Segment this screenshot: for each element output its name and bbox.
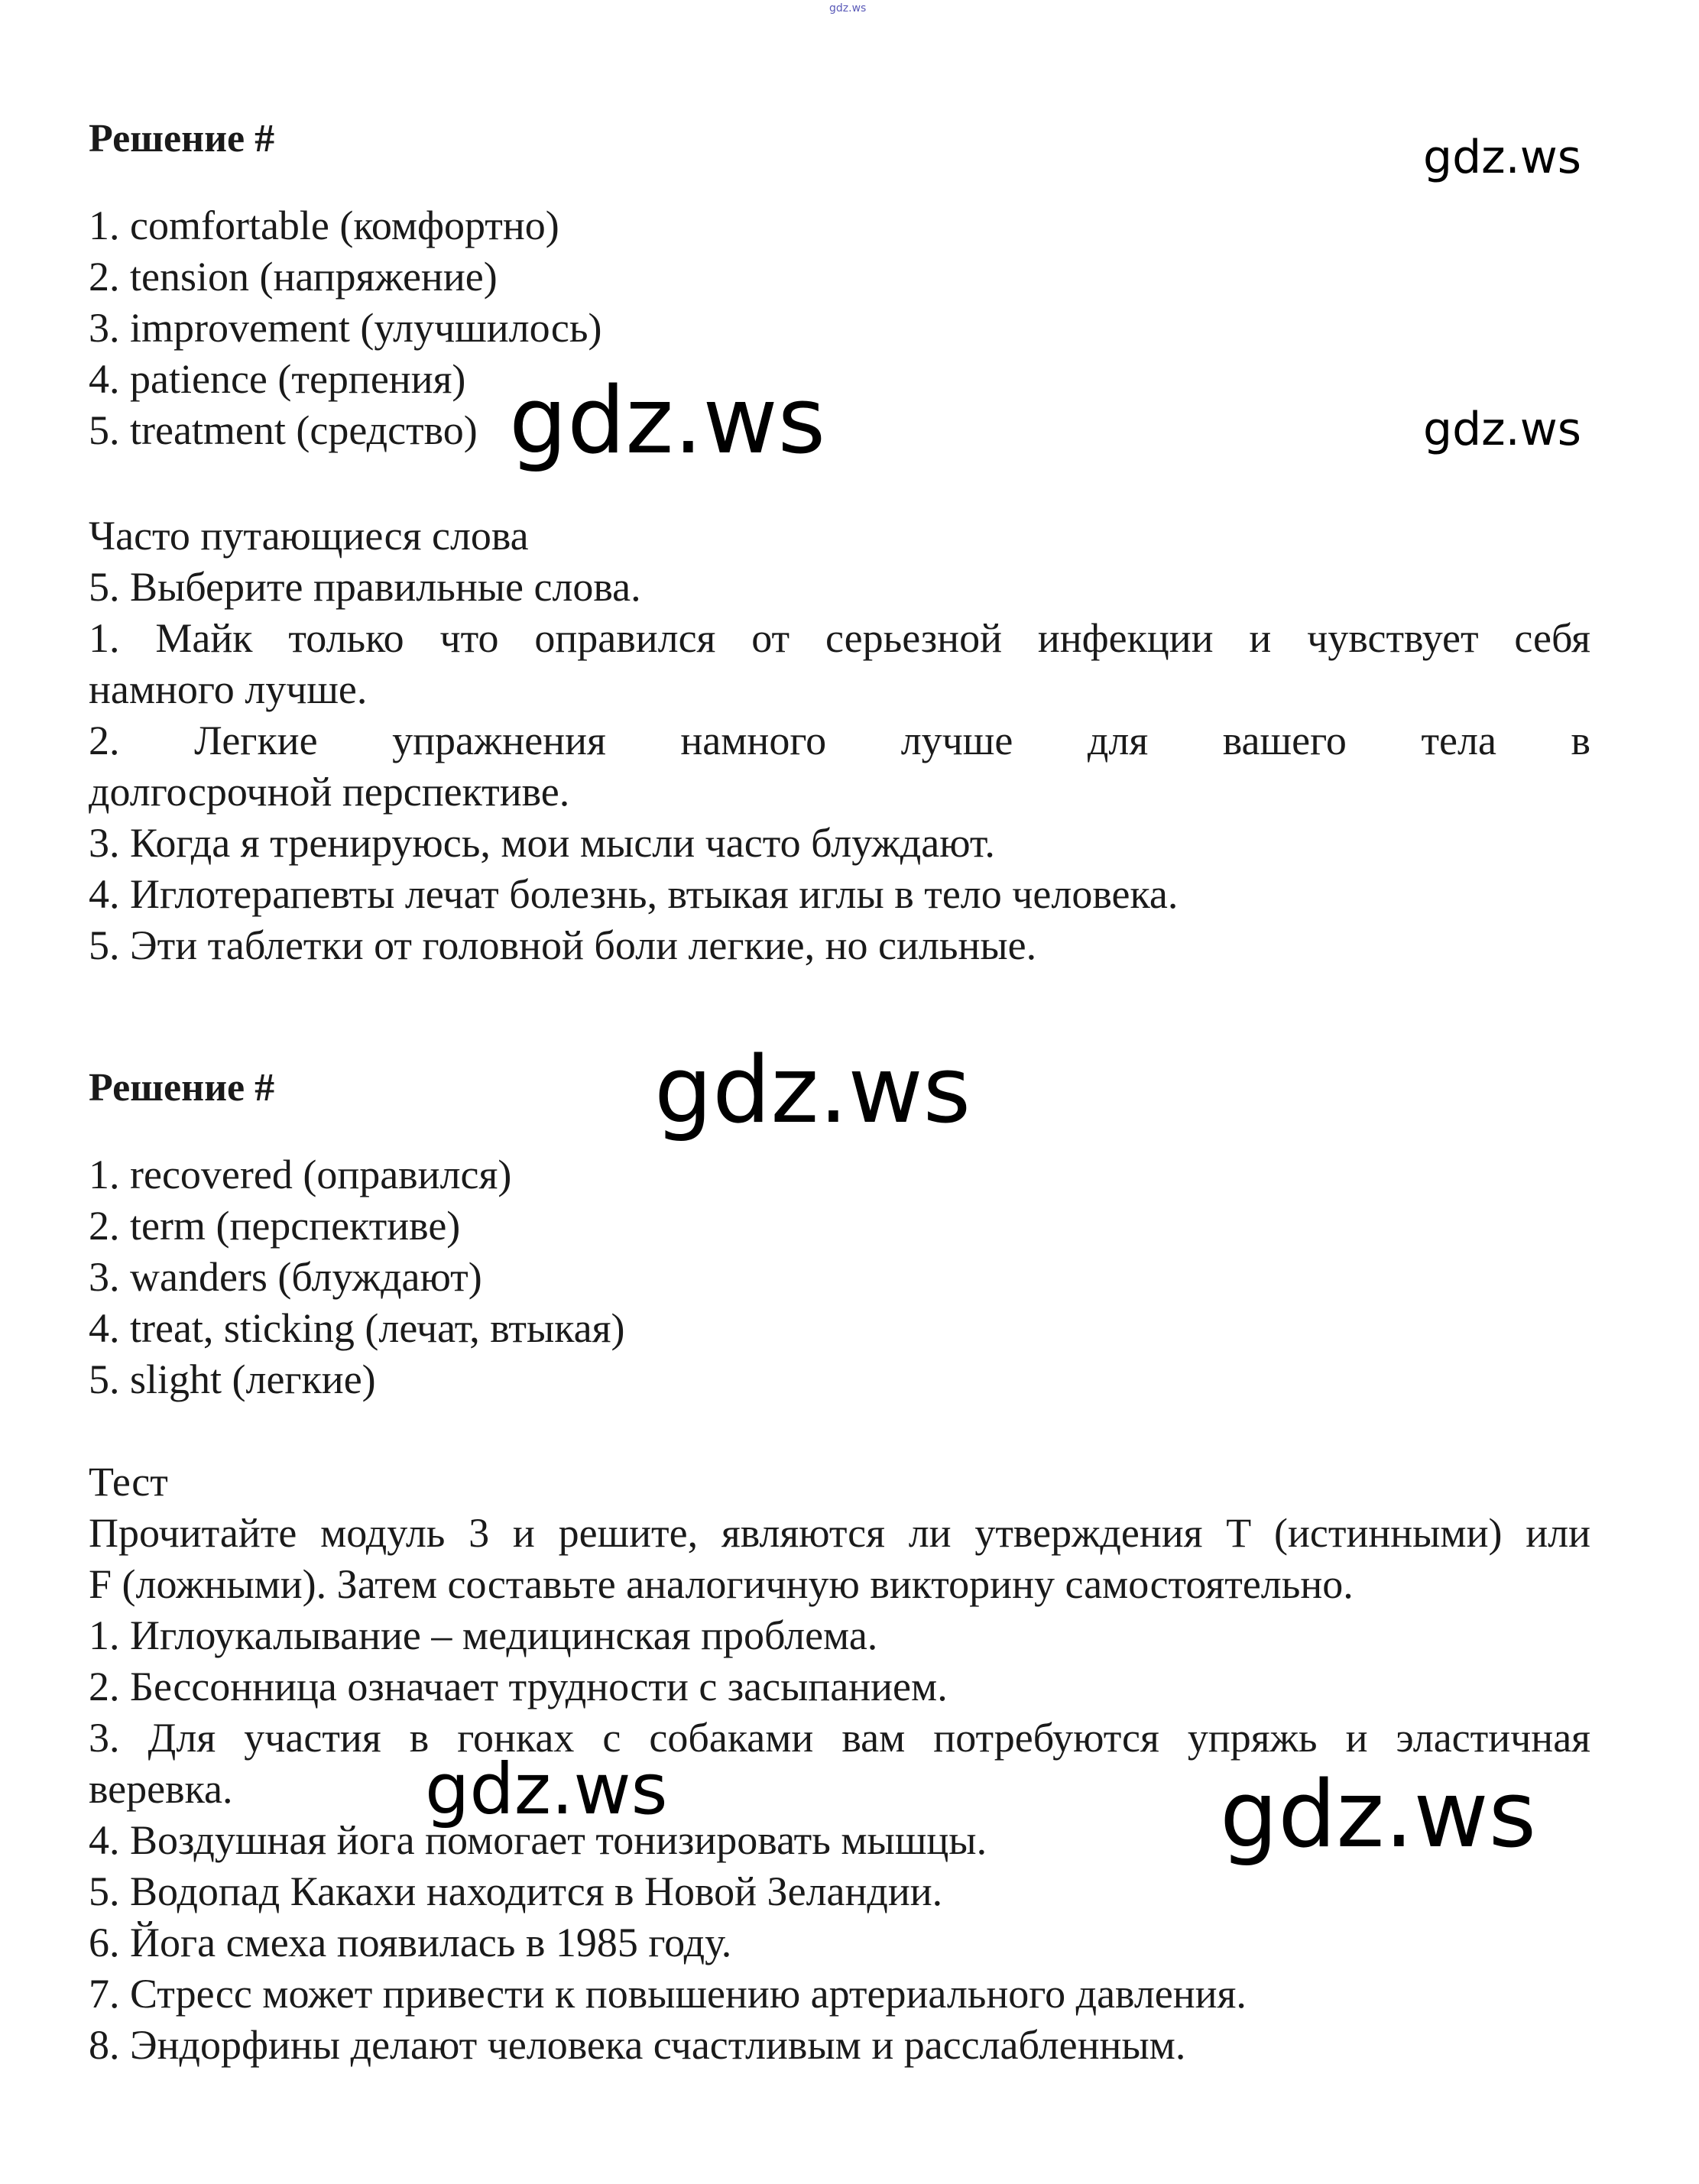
test-item: 1. Иглоукалывание – медицинская проблема. [89,1612,878,1658]
watermark-4: gdz.ws [654,1038,971,1144]
test-item: 8. Эндорфины делают человека счастливым и расслабленным. [89,2022,1186,2068]
answer-1: 1. recovered (оправился) [89,1152,512,1197]
test-item: 7. Стресс может привести к повышению артериального давления. [89,1971,1247,2017]
answer-2: 2. term (перспективе) [89,1203,461,1249]
watermark-2: gdz.ws [509,368,826,475]
test-intro-line2: F (ложными). Затем составьте аналогичную викторину самостоятельно. [89,1561,1354,1607]
confusing-item: намного лучше. [89,666,368,712]
watermark-3: gdz.ws [1423,403,1582,456]
test-title: Тест [89,1459,168,1505]
answer-4: 4. treat, sticking (лечат, втыкая) [89,1305,625,1351]
confusing-item: 2. Легкие упражнения намного лучше для вашего тела в [89,718,1590,763]
answer-3: 3. improvement (улучшилось) [89,305,602,351]
confusing-title: Часто путающиеся слова [89,513,529,559]
confusing-item: 1. Майк только что оправился от серьезной инфекции и чувствует себя [89,615,1590,661]
confusing-item: 4. Иглотерапевты лечат болезнь, втыкая иглы в тело человека. [89,871,1179,917]
answer-5: 5. treatment (средство) [89,407,478,453]
answer-2: 2. tension (напряжение) [89,254,498,300]
confusing-item: 5. Эти таблетки от головной боли легкие, но сильные. [89,922,1037,968]
test-item: 5. Водопад Какахи находится в Новой Зеландии. [89,1868,943,1914]
watermark-6: gdz.ws [1220,1762,1537,1868]
test-intro-line1: Прочитайте модуль 3 и решите, являются ли утверждения T (истинными) или [89,1510,1590,1556]
answer-1: 1. comfortable (комфортно) [89,203,559,248]
confusing-item: 3. Когда я тренируюсь, мои мысли часто блуждают. [89,820,995,866]
watermark-5: gdz.ws [425,1748,668,1830]
confusing-task: 5. Выберите правильные слова. [89,564,641,610]
answer-3: 3. wanders (блуждают) [89,1254,482,1300]
section1-heading: Решение # [89,117,275,160]
test-item: 4. Воздушная йога помогает тонизировать мышцы. [89,1817,987,1863]
watermark-top: gdz.ws [829,2,867,15]
confusing-item: долгосрочной перспективе. [89,769,570,815]
answer-4: 4. patience (терпения) [89,356,466,402]
watermark-1: gdz.ws [1423,131,1582,184]
answer-5: 5. slight (легкие) [89,1356,376,1402]
test-item: 6. Йога смеха появилась в 1985 году. [89,1920,732,1965]
test-item: 2. Бессонница означает трудности с засыпанием. [89,1664,948,1709]
section2-heading: Решение # [89,1066,275,1110]
test-item: 3. Для участия в гонках с собаками вам потребуются упряжь и эластичная [89,1715,1590,1761]
test-item: веревка. [89,1766,233,1812]
